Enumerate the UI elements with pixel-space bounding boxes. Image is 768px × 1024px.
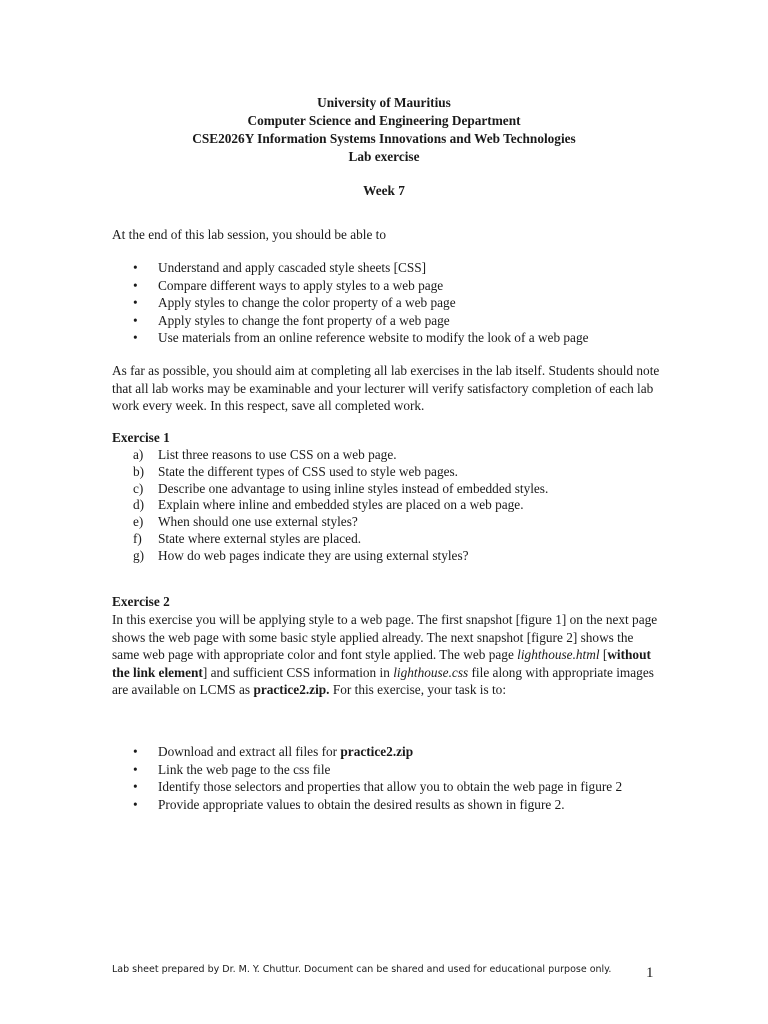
exercise2-description: In this exercise you will be applying style to a web page. The first snapshot [figure 1] on the next page shows the web page with some basic style applied already. The next snapshot [figure 2] shows the same web page with appropriate color and font style applied. The web page lighthouse.html [without the link element] and sufficient CSS information in lighthouse.css file along with appropriate images are available on LCMS as practice2.zip. For this exercise, your task is to: (112, 612, 658, 697)
footer-note: Lab sheet prepared by Dr. M. Y. Chuttur. Document can be shared and used for educational purpose only. (112, 964, 612, 975)
bullet-icon: • (133, 761, 138, 777)
bullet-icon: • (133, 744, 138, 759)
list-item: d) Explain where inline and embedded styles are placed on a web page. (133, 497, 524, 513)
intro-note: As far as possible, you should aim at completing all lab exercises in the lab itself. Students should note that all lab works may be examinable and your lecturer will verify satisfactory completion of each lab work every week. In this respect, save all completed work. (112, 363, 660, 413)
list-item: • Apply styles to change the font property of a web page (133, 312, 450, 328)
list-item: • Compare different ways to apply styles to a web page (133, 277, 444, 293)
list-item: • Identify those selectors and properties that allow you to obtain the web page in figure 2 (133, 779, 623, 795)
bullet-icon: • (133, 260, 138, 275)
list-item: g) How do web pages indicate they are using external styles? (133, 547, 469, 563)
intro-lead: At the end of this lab session, you should be able to (112, 227, 387, 242)
zip-filename: practice2.zip. (253, 682, 330, 697)
course-title: CSE2026Y Information Systems Innovations and Web Technologies (192, 131, 576, 146)
emphasis-text: without the link element (112, 647, 651, 680)
html-filename: lighthouse.html (517, 647, 600, 662)
css-filename: lighthouse.css (393, 664, 469, 680)
week-label: Week 7 (363, 183, 405, 198)
bullet-icon: • (133, 330, 138, 346)
bullet-icon: • (133, 277, 138, 293)
department-name: Computer Science and Engineering Department (247, 113, 521, 128)
list-item: • Use materials from an online reference website to modify the look of a web page (133, 330, 589, 346)
bullet-icon: • (133, 779, 138, 795)
list-item: • Download and extract all files for practice2.zip (133, 744, 414, 759)
objectives-list (112, 259, 660, 347)
list-item: • Apply styles to change the color property of a web page (133, 295, 456, 311)
list-item: • Understand and apply cascaded style sheets [CSS] (133, 260, 427, 275)
page-number: 1 (646, 965, 654, 981)
university-name: University of Mauritius (317, 95, 451, 110)
bullet-icon: • (133, 312, 138, 328)
exercise2-tasks (112, 743, 660, 813)
list-item: b) State the different types of CSS used to style web pages. (133, 463, 458, 479)
exercise2-title: Exercise 2 (112, 594, 170, 609)
list-item: • Provide appropriate values to obtain the desired results as shown in figure 2. (133, 796, 565, 812)
list-item: a) List three reasons to use CSS on a web page. (133, 447, 397, 462)
exercise2-section (112, 593, 660, 699)
bullet-icon: • (133, 796, 138, 812)
exercise1-section (112, 429, 660, 565)
list-item: c) Describe one advantage to using inline styles instead of embedded styles. (133, 480, 549, 496)
exercise1-title: Exercise 1 (112, 430, 170, 445)
document-header (0, 94, 768, 200)
document-type: Lab exercise (348, 149, 420, 164)
exercise1-questions (112, 447, 660, 565)
list-item: f) State where external styles are placed. (133, 530, 362, 546)
list-item: • Link the web page to the css file (133, 761, 331, 777)
bullet-icon: • (133, 295, 138, 311)
list-item: e) When should one use external styles? (133, 514, 358, 530)
